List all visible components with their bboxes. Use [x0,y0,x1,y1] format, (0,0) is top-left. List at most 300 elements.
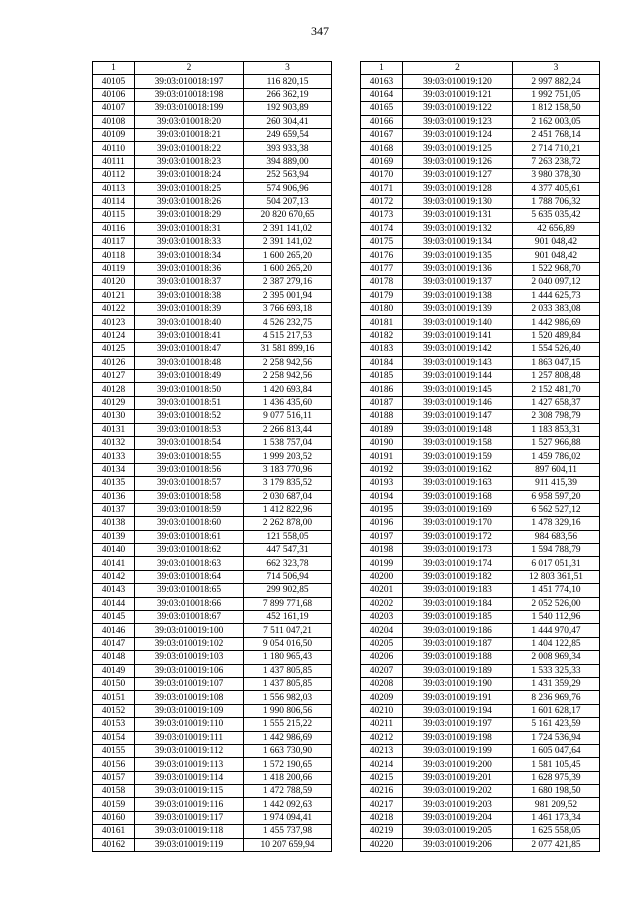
table-row [93,584,332,597]
cadastral-number-cell: 39:03:010019:197 [403,718,513,731]
table-row [361,691,600,704]
cadastral-number-cell: 39:03:010018:23 [135,155,244,168]
row-number-cell: 40115 [93,209,135,222]
row-number-cell: 40134 [93,463,135,476]
value-cell: 1 461 173,34 [513,811,600,824]
row-number-cell: 40121 [93,289,135,302]
cadastral-number-cell: 39:03:010019:106 [135,664,244,677]
value-cell: 1 992 751,05 [513,88,600,101]
row-number-cell: 40131 [93,423,135,436]
table-row [361,798,600,811]
row-number-cell: 40215 [361,771,403,784]
value-cell: 1 540 112,96 [513,611,600,624]
cadastral-number-cell: 39:03:010019:117 [135,811,244,824]
table-row [361,530,600,543]
value-cell: 1 420 693,84 [244,383,332,396]
row-number-cell: 40164 [361,88,403,101]
cadastral-number-cell: 39:03:010018:64 [135,570,244,583]
value-cell: 1 522 968,70 [513,262,600,275]
value-cell: 31 581 899,16 [244,343,332,356]
value-cell: 901 048,42 [513,249,600,262]
table-row [93,249,332,262]
cadastral-number-cell: 39:03:010019:138 [403,289,513,302]
table-row [361,423,600,436]
row-number-cell: 40182 [361,329,403,342]
row-number-cell: 40118 [93,249,135,262]
header-row [93,62,332,75]
table-row [93,423,332,436]
value-cell: 2 997 882,24 [513,75,600,88]
cadastral-number-cell: 39:03:010018:197 [135,75,244,88]
column-header: 2 [403,62,513,75]
table-row [361,704,600,717]
cadastral-number-cell: 39:03:010018:51 [135,396,244,409]
value-cell: 2 714 710,21 [513,142,600,155]
table-row [93,450,332,463]
table-row [361,329,600,342]
cadastral-number-cell: 39:03:010019:188 [403,651,513,664]
value-cell: 1 180 965,43 [244,651,332,664]
row-number-cell: 40157 [93,771,135,784]
table-row [93,691,332,704]
row-number-cell: 40188 [361,410,403,423]
table-row [361,75,600,88]
value-cell: 5 635 035,42 [513,209,600,222]
cadastral-number-cell: 39:03:010018:54 [135,436,244,449]
row-number-cell: 40206 [361,651,403,664]
row-number-cell: 40154 [93,731,135,744]
table-row [361,651,600,664]
value-cell: 1 812 158,50 [513,102,600,115]
table-row [93,303,332,316]
table-row [93,383,332,396]
table-row [93,744,332,757]
cadastral-number-cell: 39:03:010019:172 [403,530,513,543]
row-number-cell: 40151 [93,691,135,704]
cadastral-number-cell: 39:03:010019:203 [403,798,513,811]
table-row [361,102,600,115]
row-number-cell: 40179 [361,289,403,302]
table-row [361,570,600,583]
cadastral-number-cell: 39:03:010019:173 [403,544,513,557]
cadastral-number-cell: 39:03:010019:169 [403,503,513,516]
value-cell: 1 527 966,88 [513,436,600,449]
row-number-cell: 40204 [361,624,403,637]
row-number-cell: 40109 [93,128,135,141]
value-cell: 1 581 105,45 [513,758,600,771]
table-row [93,677,332,690]
cadastral-number-cell: 39:03:010018:61 [135,530,244,543]
row-number-cell: 40163 [361,75,403,88]
value-cell: 1 404 122,85 [513,637,600,650]
table-row [361,88,600,101]
row-number-cell: 40129 [93,396,135,409]
value-cell: 574 906,96 [244,182,332,195]
value-cell: 1 257 808,48 [513,369,600,382]
table-row [361,182,600,195]
cadastral-number-cell: 39:03:010019:146 [403,396,513,409]
row-number-cell: 40216 [361,785,403,798]
value-cell: 1 444 970,47 [513,624,600,637]
value-cell: 2 052 526,00 [513,597,600,610]
cadastral-number-cell: 39:03:010018:25 [135,182,244,195]
table-row [93,785,332,798]
value-cell: 1 594 788,79 [513,544,600,557]
row-number-cell: 40202 [361,597,403,610]
table-row [93,718,332,731]
value-cell: 5 161 423,59 [513,718,600,731]
table-row [93,316,332,329]
row-number-cell: 40181 [361,316,403,329]
row-number-cell: 40153 [93,718,135,731]
row-number-cell: 40126 [93,356,135,369]
value-cell: 299 902,85 [244,584,332,597]
row-number-cell: 40112 [93,169,135,182]
row-number-cell: 40123 [93,316,135,329]
row-number-cell: 40117 [93,236,135,249]
cadastral-number-cell: 39:03:010019:148 [403,423,513,436]
value-cell: 1 555 215,22 [244,718,332,731]
right-table [360,61,600,852]
table-row [361,517,600,530]
value-cell: 901 048,42 [513,236,600,249]
table-row [93,222,332,235]
value-cell: 9 077 516,11 [244,410,332,423]
row-number-cell: 40194 [361,490,403,503]
value-cell: 2 152 481,70 [513,383,600,396]
table-row [361,195,600,208]
value-cell: 2 258 942,56 [244,369,332,382]
cadastral-number-cell: 39:03:010019:135 [403,249,513,262]
value-cell: 1 680 198,50 [513,785,600,798]
column-header: 1 [361,62,403,75]
table-row [93,410,332,423]
value-cell: 7 899 771,68 [244,597,332,610]
table-row [361,356,600,369]
cadastral-number-cell: 39:03:010019:168 [403,490,513,503]
cadastral-number-cell: 39:03:010019:123 [403,115,513,128]
table-row [93,530,332,543]
value-cell: 1 974 094,41 [244,811,332,824]
table-row [361,289,600,302]
cadastral-number-cell: 39:03:010019:198 [403,731,513,744]
value-cell: 1 556 982,03 [244,691,332,704]
cadastral-number-cell: 39:03:010019:182 [403,570,513,583]
value-cell: 7 511 047,21 [244,624,332,637]
value-cell: 4 377 405,61 [513,182,600,195]
value-cell: 260 304,41 [244,115,332,128]
table-row [361,785,600,798]
value-cell: 1 436 435,60 [244,396,332,409]
cadastral-number-cell: 39:03:010018:41 [135,329,244,342]
value-cell: 20 820 670,65 [244,209,332,222]
row-number-cell: 40186 [361,383,403,396]
value-cell: 1 600 265,20 [244,262,332,275]
cadastral-number-cell: 39:03:010019:187 [403,637,513,650]
cadastral-number-cell: 39:03:010019:145 [403,383,513,396]
cadastral-number-cell: 39:03:010019:194 [403,704,513,717]
value-cell: 1 554 526,40 [513,343,600,356]
cadastral-number-cell: 39:03:010019:115 [135,785,244,798]
value-cell: 2 258 942,56 [244,356,332,369]
table-row [93,343,332,356]
table-row [93,236,332,249]
row-number-cell: 40150 [93,677,135,690]
value-cell: 252 563,94 [244,169,332,182]
cadastral-number-cell: 39:03:010018:199 [135,102,244,115]
table-row [93,597,332,610]
cadastral-number-cell: 39:03:010018:56 [135,463,244,476]
column-header: 1 [93,62,135,75]
value-cell: 3 766 693,18 [244,303,332,316]
row-number-cell: 40183 [361,343,403,356]
value-cell: 1 437 805,85 [244,664,332,677]
value-cell: 2 262 878,00 [244,517,332,530]
value-cell: 2 266 813,44 [244,423,332,436]
row-number-cell: 40193 [361,477,403,490]
row-number-cell: 40114 [93,195,135,208]
value-cell: 2 387 279,16 [244,276,332,289]
cadastral-number-cell: 39:03:010019:116 [135,798,244,811]
row-number-cell: 40189 [361,423,403,436]
table-row [361,128,600,141]
value-cell: 447 547,31 [244,544,332,557]
value-cell: 3 179 835,52 [244,477,332,490]
table-row [361,584,600,597]
value-cell: 1 442 986,69 [244,731,332,744]
row-number-cell: 40191 [361,450,403,463]
cadastral-number-cell: 39:03:010018:22 [135,142,244,155]
left-table [92,61,332,852]
row-number-cell: 40171 [361,182,403,195]
cadastral-number-cell: 39:03:010019:118 [135,825,244,838]
table-row [361,410,600,423]
table-row [93,624,332,637]
cadastral-number-cell: 39:03:010018:47 [135,343,244,356]
value-cell: 2 395 001,94 [244,289,332,302]
table-row [361,450,600,463]
cadastral-number-cell: 39:03:010019:126 [403,155,513,168]
value-cell: 897 604,11 [513,463,600,476]
value-cell: 452 161,19 [244,611,332,624]
table-row [93,115,332,128]
row-number-cell: 40161 [93,825,135,838]
cadastral-number-cell: 39:03:010019:191 [403,691,513,704]
value-cell: 1 663 730,90 [244,744,332,757]
row-number-cell: 40132 [93,436,135,449]
table-row [361,236,600,249]
cadastral-number-cell: 39:03:010018:38 [135,289,244,302]
cadastral-number-cell: 39:03:010019:143 [403,356,513,369]
cadastral-number-cell: 39:03:010019:108 [135,691,244,704]
value-cell: 7 263 238,72 [513,155,600,168]
value-cell: 2 077 421,85 [513,838,600,851]
row-number-cell: 40212 [361,731,403,744]
value-cell: 1 455 737,98 [244,825,332,838]
row-number-cell: 40178 [361,276,403,289]
value-cell: 1 459 786,02 [513,450,600,463]
value-cell: 984 683,56 [513,530,600,543]
cadastral-number-cell: 39:03:010019:163 [403,477,513,490]
table-row [93,651,332,664]
table-row [361,544,600,557]
table-row [361,677,600,690]
cadastral-number-cell: 39:03:010019:127 [403,169,513,182]
table-row [361,209,600,222]
cadastral-number-cell: 39:03:010019:206 [403,838,513,851]
row-number-cell: 40119 [93,262,135,275]
column-header: 3 [244,62,332,75]
value-cell: 6 017 051,31 [513,557,600,570]
row-number-cell: 40190 [361,436,403,449]
table-row [361,825,600,838]
value-cell: 4 515 217,53 [244,329,332,342]
row-number-cell: 40156 [93,758,135,771]
table-row [93,758,332,771]
value-cell: 1 724 536,94 [513,731,600,744]
row-number-cell: 40125 [93,343,135,356]
row-number-cell: 40145 [93,611,135,624]
table-row [93,155,332,168]
cadastral-number-cell: 39:03:010018:62 [135,544,244,557]
row-number-cell: 40198 [361,544,403,557]
row-number-cell: 40173 [361,209,403,222]
row-number-cell: 40120 [93,276,135,289]
table-row [93,611,332,624]
row-number-cell: 40146 [93,624,135,637]
row-number-cell: 40155 [93,744,135,757]
row-number-cell: 40143 [93,584,135,597]
cadastral-number-cell: 39:03:010019:170 [403,517,513,530]
cadastral-number-cell: 39:03:010018:63 [135,557,244,570]
row-number-cell: 40220 [361,838,403,851]
table-row [93,276,332,289]
row-number-cell: 40137 [93,503,135,516]
cadastral-number-cell: 39:03:010019:136 [403,262,513,275]
table-row [93,477,332,490]
row-number-cell: 40214 [361,758,403,771]
value-cell: 266 362,19 [244,88,332,101]
cadastral-number-cell: 39:03:010019:110 [135,718,244,731]
value-cell: 1 472 788,59 [244,785,332,798]
table-row [93,329,332,342]
table-row [93,517,332,530]
table-row [361,343,600,356]
value-cell: 1 600 265,20 [244,249,332,262]
cadastral-number-cell: 39:03:010018:48 [135,356,244,369]
row-number-cell: 40170 [361,169,403,182]
cadastral-number-cell: 39:03:010019:144 [403,369,513,382]
value-cell: 6 958 597,20 [513,490,600,503]
table-row [361,597,600,610]
cadastral-number-cell: 39:03:010019:159 [403,450,513,463]
table-row [361,463,600,476]
cadastral-number-cell: 39:03:010019:111 [135,731,244,744]
table-row [93,731,332,744]
value-cell: 42 656,89 [513,222,600,235]
value-cell: 3 980 378,30 [513,169,600,182]
row-number-cell: 40127 [93,369,135,382]
value-cell: 1 990 806,56 [244,704,332,717]
cadastral-number-cell: 39:03:010019:147 [403,410,513,423]
table-row [361,477,600,490]
row-number-cell: 40142 [93,570,135,583]
table-row [361,771,600,784]
cadastral-number-cell: 39:03:010018:20 [135,115,244,128]
cadastral-number-cell: 39:03:010018:198 [135,88,244,101]
row-number-cell: 40196 [361,517,403,530]
cadastral-number-cell: 39:03:010019:162 [403,463,513,476]
row-number-cell: 40144 [93,597,135,610]
value-cell: 1 444 625,73 [513,289,600,302]
cadastral-number-cell: 39:03:010018:52 [135,410,244,423]
cadastral-number-cell: 39:03:010019:114 [135,771,244,784]
table-row [93,356,332,369]
row-number-cell: 40130 [93,410,135,423]
value-cell: 1 625 558,05 [513,825,600,838]
cadastral-number-cell: 39:03:010018:40 [135,316,244,329]
table-row [93,838,332,851]
table-row [361,222,600,235]
value-cell: 12 803 361,51 [513,570,600,583]
table-row [93,557,332,570]
cadastral-number-cell: 39:03:010019:107 [135,677,244,690]
value-cell: 4 526 232,75 [244,316,332,329]
table-row [93,503,332,516]
table-row [93,195,332,208]
table-row [361,838,600,851]
row-number-cell: 40217 [361,798,403,811]
value-cell: 10 207 659,94 [244,838,332,851]
table-row [93,436,332,449]
cadastral-number-cell: 39:03:010018:36 [135,262,244,275]
cadastral-number-cell: 39:03:010019:139 [403,303,513,316]
value-cell: 121 558,05 [244,530,332,543]
value-cell: 2 308 798,79 [513,410,600,423]
row-number-cell: 40160 [93,811,135,824]
table-row [93,262,332,275]
row-number-cell: 40210 [361,704,403,717]
table-row [361,611,600,624]
row-number-cell: 40174 [361,222,403,235]
table-row [361,303,600,316]
value-cell: 1 451 774,10 [513,584,600,597]
value-cell: 1 478 329,16 [513,517,600,530]
cadastral-number-cell: 39:03:010019:183 [403,584,513,597]
table-row [93,825,332,838]
row-number-cell: 40135 [93,477,135,490]
cadastral-number-cell: 39:03:010019:200 [403,758,513,771]
value-cell: 2 451 768,14 [513,128,600,141]
row-number-cell: 40113 [93,182,135,195]
cadastral-number-cell: 39:03:010018:60 [135,517,244,530]
row-number-cell: 40197 [361,530,403,543]
table-row [93,289,332,302]
value-cell: 1 520 489,84 [513,329,600,342]
cadastral-number-cell: 39:03:010019:184 [403,597,513,610]
value-cell: 394 889,00 [244,155,332,168]
cadastral-number-cell: 39:03:010018:49 [135,369,244,382]
value-cell: 2 008 969,34 [513,651,600,664]
row-number-cell: 40168 [361,142,403,155]
table-row [93,798,332,811]
row-number-cell: 40141 [93,557,135,570]
row-number-cell: 40192 [361,463,403,476]
table-row [93,209,332,222]
row-number-cell: 40208 [361,677,403,690]
cadastral-number-cell: 39:03:010019:109 [135,704,244,717]
value-cell: 8 236 969,76 [513,691,600,704]
